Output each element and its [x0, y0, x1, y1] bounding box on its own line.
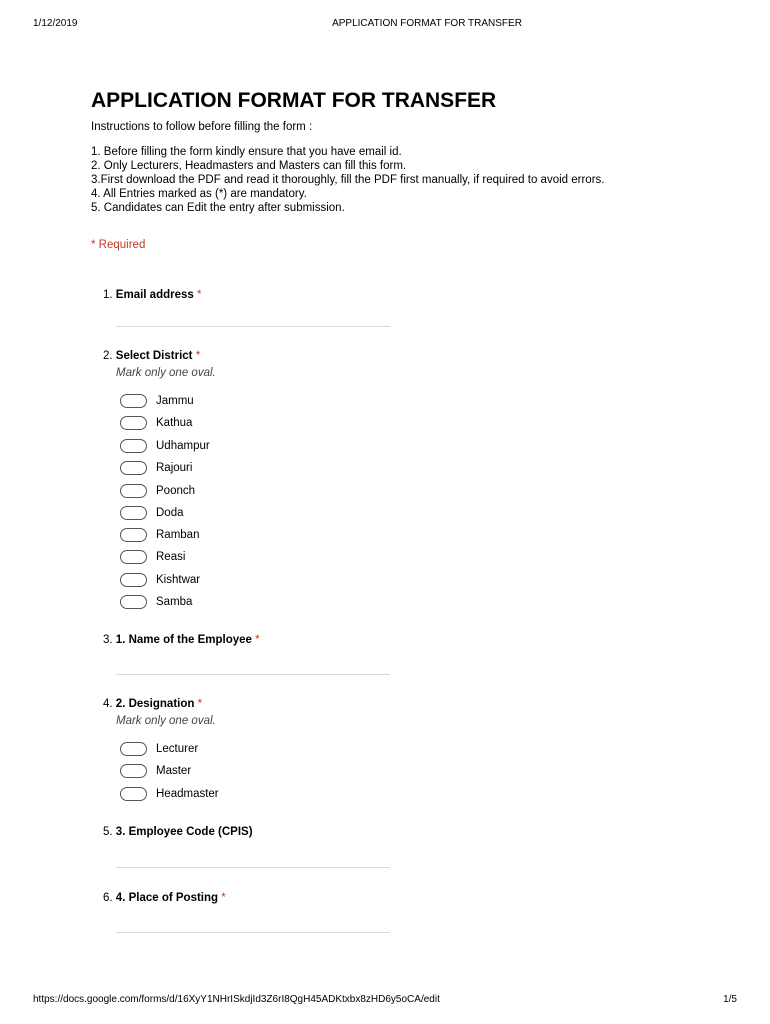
required-note: * Required [91, 239, 146, 251]
form-intro: Instructions to follow before filling the form : [91, 121, 313, 133]
question-number: 6. [103, 892, 113, 904]
question-employee-name [103, 634, 260, 646]
radio-oval[interactable] [120, 416, 147, 430]
question-place-of-posting [103, 892, 226, 904]
question-label: 1. Name of the Employee [115, 634, 252, 646]
district-option-jammu[interactable] [120, 392, 194, 410]
question-number: 5. [103, 826, 113, 838]
question-designation [103, 698, 202, 710]
district-option-poonch[interactable] [120, 482, 195, 500]
option-label: Kishtwar [156, 574, 201, 586]
instruction-item: 2. Only Lecturers, Headmasters and Masters can fill this form. [91, 160, 407, 172]
district-option-rajouri[interactable] [120, 459, 192, 477]
radio-oval[interactable] [120, 550, 147, 564]
option-label: Lecturer [156, 743, 199, 755]
radio-oval[interactable] [120, 484, 147, 498]
option-label: Kathua [156, 417, 193, 429]
designation-option-headmaster[interactable] [120, 785, 219, 803]
district-option-samba[interactable] [120, 593, 192, 611]
form-title: APPLICATION FORMAT FOR TRANSFER [91, 89, 497, 112]
print-url: https://docs.google.com/forms/d/16XyY1NHrISkdjId3Z6rI8QgH45ADKtxbx8zHD6y5oCA/edit [33, 994, 440, 1005]
option-label: Headmaster [156, 788, 219, 800]
option-label: Ramban [156, 529, 200, 541]
instructions-list [91, 145, 636, 215]
radio-oval[interactable] [120, 394, 147, 408]
district-option-udhampur[interactable] [120, 437, 210, 455]
instruction-item: 3.First download the PDF and read it thoroughly, fill the PDF first manually, if required to avoid errors. [91, 174, 605, 186]
question-employee-code [103, 826, 253, 838]
instruction-item: 1. Before filling the form kindly ensure that you have email id. [91, 146, 402, 158]
required-asterisk: * [195, 350, 201, 362]
question-number: 3. [103, 634, 113, 646]
employee-name-input[interactable] [116, 674, 390, 675]
question-email [103, 289, 201, 301]
question-hint: Mark only one oval. [116, 715, 216, 727]
radio-oval[interactable] [120, 764, 147, 778]
option-label: Doda [156, 507, 184, 519]
print-doc-title: APPLICATION FORMAT FOR TRANSFER [332, 18, 522, 29]
radio-oval[interactable] [120, 787, 147, 801]
option-label: Poonch [156, 485, 196, 497]
place-of-posting-input[interactable] [116, 932, 390, 933]
radio-oval[interactable] [120, 439, 147, 453]
district-option-kathua[interactable] [120, 414, 192, 432]
required-asterisk: * [196, 289, 202, 301]
required-asterisk: * [255, 634, 260, 646]
question-hint: Mark only one oval. [116, 367, 216, 379]
option-label: Reasi [156, 551, 186, 563]
required-asterisk: * [197, 698, 203, 710]
page-number: 1/5 [723, 994, 737, 1005]
designation-option-master[interactable] [120, 762, 191, 780]
question-label: 3. Employee Code (CPIS) [115, 826, 253, 838]
radio-oval[interactable] [120, 595, 147, 609]
question-number: 1. [103, 289, 113, 301]
option-label: Jammu [156, 395, 194, 407]
question-label: Email address [115, 289, 194, 301]
district-option-reasi[interactable] [120, 548, 185, 566]
employee-code-input[interactable] [116, 867, 390, 868]
print-date: 1/12/2019 [33, 18, 78, 29]
question-number: 4. [103, 698, 113, 710]
radio-oval[interactable] [120, 742, 147, 756]
question-label: 4. Place of Posting [115, 892, 219, 904]
designation-option-lecturer[interactable] [120, 740, 198, 758]
radio-oval[interactable] [120, 528, 147, 542]
question-district [103, 350, 200, 362]
option-label: Rajouri [156, 462, 193, 474]
instruction-item: 4. All Entries marked as (*) are mandatory. [91, 188, 307, 200]
required-asterisk: * [221, 892, 226, 904]
option-label: Samba [156, 596, 193, 608]
district-option-doda[interactable] [120, 504, 184, 522]
radio-oval[interactable] [120, 461, 147, 475]
question-label: Select District [115, 350, 193, 362]
district-option-kishtwar[interactable] [120, 571, 200, 589]
option-label: Master [156, 765, 192, 777]
radio-oval[interactable] [120, 506, 147, 520]
option-label: Udhampur [156, 440, 210, 452]
instruction-item: 5. Candidates can Edit the entry after submission. [91, 202, 345, 214]
email-input[interactable] [116, 326, 390, 327]
district-option-ramban[interactable] [120, 526, 199, 544]
question-number: 2. [103, 350, 113, 362]
radio-oval[interactable] [120, 573, 147, 587]
question-label: 2. Designation [115, 698, 195, 710]
